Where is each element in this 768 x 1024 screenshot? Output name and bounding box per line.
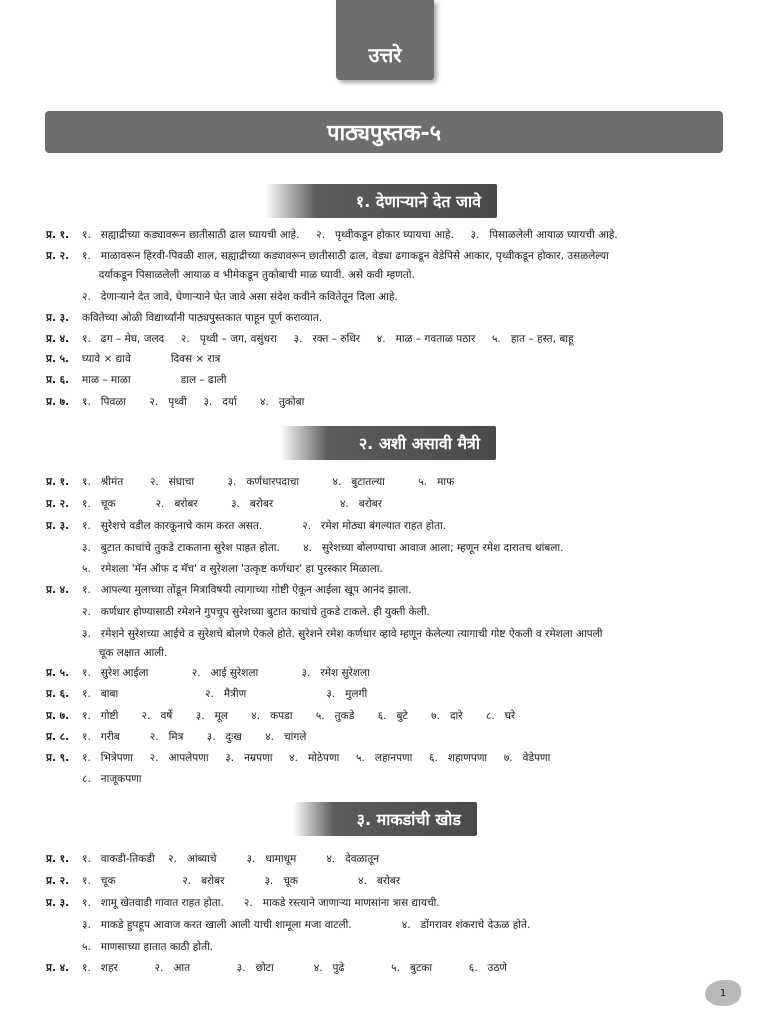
answer-line [46, 332, 736, 346]
answer-text: १. ढग – मेघ, जलद २. पृथ्वी – जग, वसुंधरा ३. रक्त – रुधिर ४. माळ – गवताळ पठार ५. हात – हस्त, बाहू [82, 333, 574, 345]
question-number: प्र. २. [46, 250, 70, 262]
answer-text: दर्याकडून पिसाळलेली आयाळ व भीमेकडून तुकोबाची माळ घ्यावी. असे कवी म्हणतो. [82, 269, 415, 281]
answer-line [46, 290, 736, 304]
answer-line [46, 709, 736, 723]
question-number: प्र. ९. [46, 752, 70, 764]
answer-line [46, 852, 736, 866]
question-number: प्र. ६. [46, 374, 70, 386]
answer-line [46, 874, 736, 888]
answer-line [46, 961, 736, 975]
answer-text: १. बाबा २. मैत्रीण ३. मुलगी [82, 688, 368, 700]
answer-line [46, 497, 736, 511]
question-number: प्र. २. [46, 875, 70, 887]
answer-line [46, 666, 736, 680]
answer-text: १. शहर २. आत ३. छोटा ४. पुढे ५. बुटका ६. उठणे [82, 962, 508, 974]
answer-line [46, 940, 736, 954]
answer-text: १. सुरेश आईला २. आई सुरेशला ३. रमेश सुरेशला [82, 667, 370, 679]
question-number: प्र. ४. [46, 333, 70, 345]
question-number: प्र. ६. [46, 688, 70, 700]
question-number: प्र. ८. [46, 731, 70, 743]
answer-text: १. वाकडी-तिकडी २. आंब्याचे ३. धामाधूम ४. देवळातून [82, 853, 380, 865]
answer-line [46, 605, 736, 619]
answer-text: १. माळावरून हिरवी-पिवळी शाल, सह्याद्रीच्या कड्यावरून छातीसाठी ढाल, वेड्या ढगाकडून वेडेपिसे आकार, पृथ्वीकडून होकार, उसळलेल्या [82, 250, 609, 262]
answer-line [46, 583, 736, 597]
question-number: प्र. २. [46, 498, 70, 510]
lesson-title: ३. माकडांची खोड [293, 802, 477, 836]
answer-line [46, 646, 736, 660]
answer-line [46, 541, 736, 555]
question-number: प्र. ३. [46, 520, 70, 532]
answer-text: १. आपल्या मुलाच्या तोंडून मित्राविषयी त्यागाच्या गोष्टी ऐकून आईला खूप आनंद झाला. [82, 584, 412, 596]
answer-text: १. श्रीमंत २. संघाचा ३. कर्णधारपदाचा ४. बुटातल्या ५. माफ [82, 476, 455, 488]
answer-text: ३. रमेशने सुरेशच्या आईचे व सुरेशचे बोलणे ऐकले होते. सुरेशने रमेश कर्णधार व्हावे म्हणून केलेल्या त्यागाची गोष्ट ऐकली व रमेशला आपली [82, 628, 603, 640]
answer-text: ८. नाजूकपणा [82, 773, 142, 785]
page-number: 1 [705, 980, 741, 1006]
answer-text: माळ – माळा डाल – ढाली [82, 374, 227, 386]
question-number: प्र. १. [46, 853, 70, 865]
answer-line [46, 519, 736, 533]
question-number: प्र. ७. [46, 396, 70, 408]
answer-line [46, 311, 736, 325]
answer-text: १. पिवळा २. पृथ्वी ३. दर्या ४. तुकोबा [82, 396, 305, 408]
answer-line [46, 730, 736, 744]
answer-text: १. चूक २. बरोबर ३. बरोबर ४. बरोबर [82, 498, 383, 510]
question-number: प्र. ३. [46, 312, 70, 324]
answer-line [46, 896, 736, 910]
answers-tab: उत्तरे [336, 0, 434, 80]
lesson-title: १. देणाऱ्याने देत जावे [265, 184, 497, 218]
answer-line [46, 687, 736, 701]
textbook-banner: पाठ्यपुस्तक-५ [45, 111, 723, 153]
answer-text: ५. माणसाच्या हातात काठी होती. [82, 941, 214, 953]
answer-text: ३. बुटात काचांचे तुकडे टाकताना सुरेश पाहत होता. ४. सुरेशच्या बोलण्याचा आवाज आला; म्हणून रमेश दारातच थांबला. [82, 542, 564, 554]
answer-line [46, 373, 736, 387]
answer-text: २. कर्णधार होण्यासाठी रमेशने गुपचूप सुरेशच्या बुटात काचांचे तुकडे टाकले. ही युक्ती केली. [82, 606, 430, 618]
answer-text: ३. माकडे हुपहूप आवाज करत खाली आली याची शामूला मजा वाटली. ४. डोंगरावर शंकराचे देऊळ होते. [82, 919, 531, 931]
answer-text: घ्यावे × द्यावे दिवस × रात्र [82, 353, 221, 365]
question-number: प्र. ४. [46, 962, 70, 974]
lesson-title: २. अशी असावी मैत्री [280, 426, 496, 460]
answer-line [46, 228, 736, 242]
answer-text: १. शामू खेतवाडी गावात राहत होता. २. माकडे रस्त्याने जाणाऱ्या माणसांना त्रास द्यायची. [82, 897, 440, 909]
answer-text: ५. रमेशला 'मॅन ऑफ द मॅच' व सुरेशला 'उत्कृष्ट कर्णधार' हा पुरस्कार मिळाला. [82, 563, 383, 575]
answer-line [46, 249, 736, 263]
question-number: प्र. ३. [46, 897, 70, 909]
answer-line [46, 268, 736, 282]
question-number: प्र. १. [46, 476, 70, 488]
answer-text: १. चूक २. बरोबर ३. चूक ४. बरोबर [82, 875, 401, 887]
answer-text: २. देणाऱ्याने देत जावे, घेणाऱ्याने घेत जावे असा संदेश कवीने कवितेतून दिला आहे. [82, 291, 398, 303]
answer-line [46, 562, 736, 576]
answer-text: चूक लक्षात आली. [82, 647, 168, 659]
answer-text: कवितेच्या ओळी विद्यार्थ्यांनी पाठ्यपुस्तकात पाहून पूर्ण कराव्यात. [82, 312, 323, 324]
question-number: प्र. १. [46, 229, 70, 241]
answer-line [46, 352, 736, 366]
answer-text: १. गोष्टी २. वर्षे ३. मूल ४. कपडा ५. तुकडे ६. बुटे ७. दारे ८. घरे [82, 710, 516, 722]
question-number: प्र. ५. [46, 667, 70, 679]
answer-line [46, 918, 736, 932]
answer-text: १. सुरेशचे वडील कारकूनाचे काम करत असत. २. रमेश मोठ्या बंगल्यात राहत होता. [82, 520, 447, 532]
answer-line [46, 627, 736, 641]
question-number: प्र. ७. [46, 710, 70, 722]
answer-line [46, 772, 736, 786]
answer-line [46, 751, 736, 765]
answer-text: १. गरीब २. मित्र ३. दुःख ४. चांगले [82, 731, 307, 743]
answer-text: १. सह्याद्रीच्या कड्यावरून छातीसाठी ढाल घ्यायची आहे. २. पृथ्वीकडून होकार घ्यायचा आहे. ३. पिसाळलेली आयाळ घ्यायची आहे. [82, 229, 618, 241]
answer-line [46, 475, 736, 489]
answer-text: १. भित्रेपणा २. आपलेपणा ३. नम्रपणा ४. मोठेपणा ५. लहानपणा ६. शहाणपणा ७. वेडेपणा [82, 752, 551, 764]
question-number: प्र. ४. [46, 584, 70, 596]
question-number: प्र. ५. [46, 353, 70, 365]
answer-line [46, 395, 736, 409]
